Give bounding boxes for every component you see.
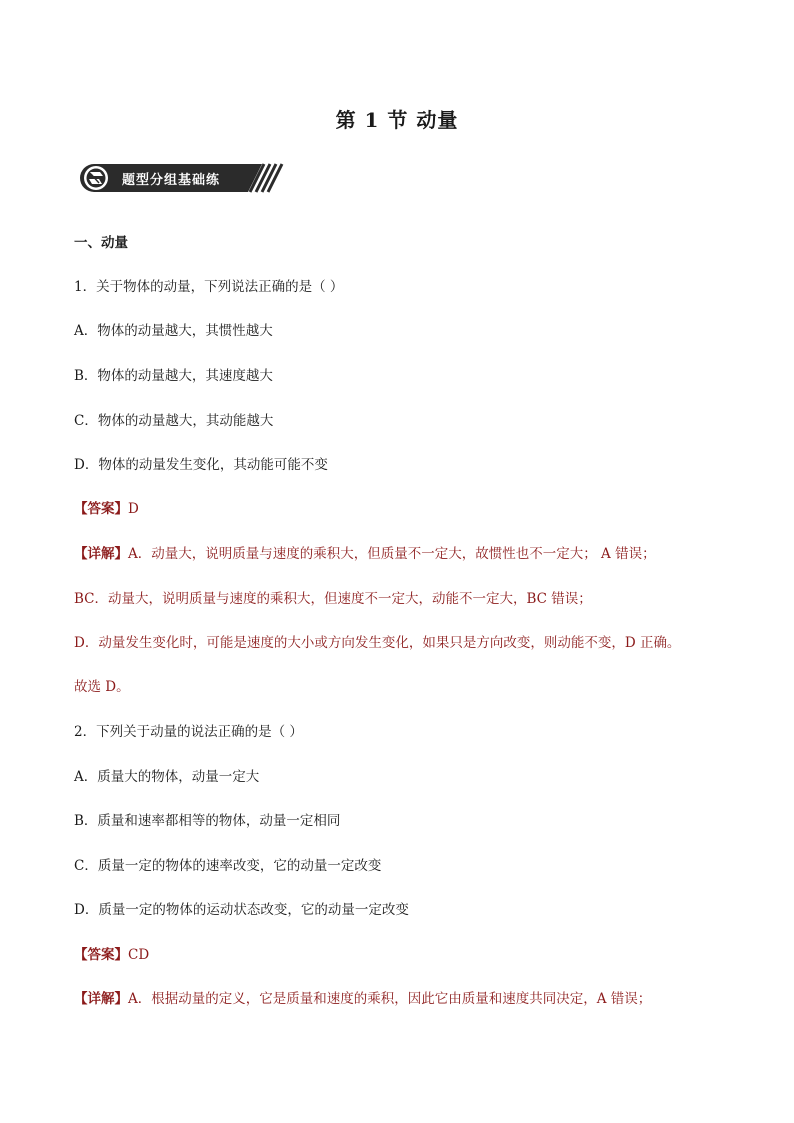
q2-detail-text-1: A．根据动量的定义，它是质量和速度的乘积，因此它由质量和速度共同决定，A 错误； <box>128 991 652 1007</box>
q2-detail-tag: 【详解】 <box>74 991 128 1007</box>
page-title: 第 1 节 动量 <box>335 108 459 132</box>
q1-option-a: A．物体的动量越大，其惯性越大 <box>74 323 273 339</box>
section-heading: 一、动量 <box>74 235 128 251</box>
q2-option-b: B．质量和速率都相等的物体，动量一定相同 <box>74 813 341 829</box>
section-banner <box>76 160 284 196</box>
q1-conclusion: 故选 D。 <box>74 679 130 695</box>
q1-detail-text-1: A．动量大，说明质量与速度的乘积大，但质量不一定大，故惯性也不一定大； A 错误； <box>128 546 656 562</box>
q2-option-d: D．质量一定的物体的运动状态改变，它的动量一定改变 <box>74 902 409 918</box>
q2-option-a: A．质量大的物体，动量一定大 <box>74 769 260 785</box>
q1-answer-tag: 【答案】 <box>74 501 128 517</box>
q2-detail-line-1 <box>74 989 651 1009</box>
q1-option-d: D．物体的动量发生变化，其动能可能不变 <box>74 457 328 473</box>
q2-answer-value: CD <box>128 947 150 963</box>
q1-detail-tag: 【详解】 <box>74 546 128 562</box>
q2-stem: 2．下列关于动量的说法正确的是（ ） <box>74 724 303 740</box>
q1-detail-line-3: D．动量发生变化时，可能是速度的大小或方向发生变化，如果只是方向改变，则动能不变，D 正确。 <box>74 635 681 651</box>
scroll-icon <box>84 166 108 190</box>
q1-detail-line-1 <box>74 544 656 564</box>
banner-label: 题型分组基础练 <box>122 173 221 188</box>
q1-option-c: C．物体的动量越大，其动能越大 <box>74 413 274 429</box>
q1-answer <box>74 499 139 519</box>
q1-answer-value: D <box>128 501 139 517</box>
q1-detail-line-2: BC．动量大，说明质量与速度的乘积大，但速度不一定大，动能不一定大，BC 错误； <box>74 591 592 607</box>
q2-answer-tag: 【答案】 <box>74 947 128 963</box>
q1-option-b: B．物体的动量越大，其速度越大 <box>74 368 273 384</box>
q2-option-c: C．质量一定的物体的速率改变，它的动量一定改变 <box>74 858 382 874</box>
q1-stem: 1．关于物体的动量，下列说法正确的是（ ） <box>74 279 344 295</box>
q2-answer <box>74 945 149 965</box>
